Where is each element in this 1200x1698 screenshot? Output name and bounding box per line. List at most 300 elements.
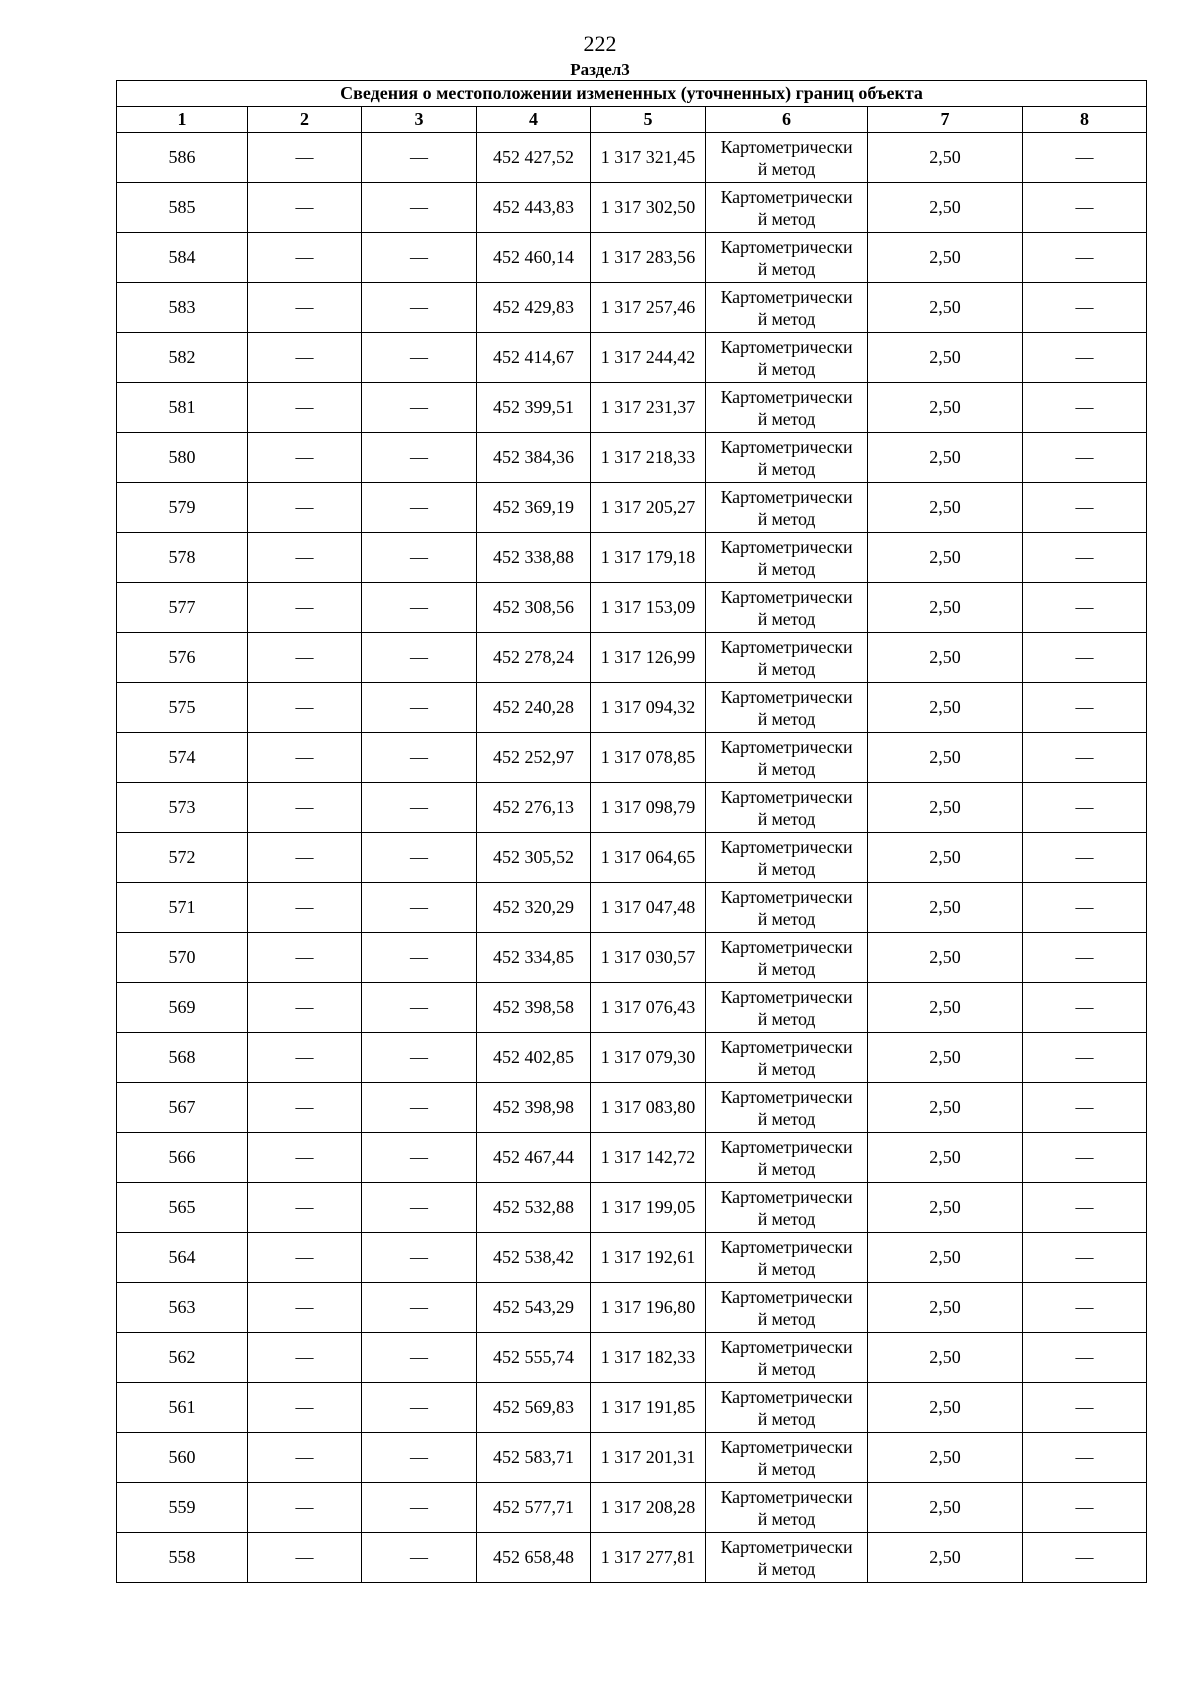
point-number-cell: 585 <box>117 183 248 233</box>
y-coordinate-cell: 1 317 083,80 <box>591 1083 706 1133</box>
column-8-cell: — <box>1023 1183 1147 1233</box>
y-coordinate-cell: 1 317 153,09 <box>591 583 706 633</box>
column-3-cell: — <box>362 933 477 983</box>
column-2-cell: — <box>248 233 362 283</box>
accuracy-cell: 2,50 <box>868 1383 1023 1433</box>
method-cell <box>706 683 868 733</box>
column-3-cell: — <box>362 983 477 1033</box>
x-coordinate-cell: 452 369,19 <box>477 483 591 533</box>
column-2-cell: — <box>248 833 362 883</box>
accuracy-cell: 2,50 <box>868 583 1023 633</box>
method-line-1: Картометрически <box>720 136 853 157</box>
column-8-cell: — <box>1023 1333 1147 1383</box>
method-cell <box>706 333 868 383</box>
column-8-cell: — <box>1023 933 1147 983</box>
point-number-cell: 569 <box>117 983 248 1033</box>
column-3-cell: — <box>362 1233 477 1283</box>
method-cell <box>706 583 868 633</box>
method-cell <box>706 1333 868 1383</box>
method-line-2: й метод <box>757 1508 816 1529</box>
column-3-cell: — <box>362 333 477 383</box>
point-number-cell: 574 <box>117 733 248 783</box>
column-2-cell: — <box>248 1383 362 1433</box>
y-coordinate-cell: 1 317 094,32 <box>591 683 706 733</box>
column-2-cell: — <box>248 1033 362 1083</box>
column-3-cell: — <box>362 133 477 183</box>
accuracy-cell: 2,50 <box>868 133 1023 183</box>
column-8-cell: — <box>1023 1233 1147 1283</box>
column-2-cell: — <box>248 1133 362 1183</box>
method-line-2: й метод <box>757 858 816 879</box>
table-row <box>117 683 1147 733</box>
table-row <box>117 1483 1147 1533</box>
column-8-cell: — <box>1023 1033 1147 1083</box>
method-cell <box>706 883 868 933</box>
column-8-cell: — <box>1023 1483 1147 1533</box>
accuracy-cell: 2,50 <box>868 633 1023 683</box>
column-8-cell: — <box>1023 1383 1147 1433</box>
method-cell <box>706 133 868 183</box>
point-number-cell: 580 <box>117 433 248 483</box>
column-8-cell: — <box>1023 1283 1147 1333</box>
column-3-cell: — <box>362 1183 477 1233</box>
column-3-cell: — <box>362 1483 477 1533</box>
method-line-2: й метод <box>757 1208 816 1229</box>
column-2-cell: — <box>248 283 362 333</box>
point-number-cell: 573 <box>117 783 248 833</box>
column-2-cell: — <box>248 883 362 933</box>
y-coordinate-cell: 1 317 179,18 <box>591 533 706 583</box>
x-coordinate-cell: 452 338,88 <box>477 533 591 583</box>
column-3-cell: — <box>362 883 477 933</box>
table-row <box>117 833 1147 883</box>
column-header: 4 <box>477 107 591 133</box>
column-8-cell: — <box>1023 483 1147 533</box>
column-3-cell: — <box>362 1533 477 1583</box>
method-line-2: й метод <box>757 1158 816 1179</box>
x-coordinate-cell: 452 658,48 <box>477 1533 591 1583</box>
method-line-2: й метод <box>757 1008 816 1029</box>
column-3-cell: — <box>362 633 477 683</box>
column-2-cell: — <box>248 433 362 483</box>
column-8-cell: — <box>1023 233 1147 283</box>
column-3-cell: — <box>362 233 477 283</box>
table-row <box>117 1083 1147 1133</box>
method-line-2: й метод <box>757 658 816 679</box>
x-coordinate-cell: 452 398,98 <box>477 1083 591 1133</box>
y-coordinate-cell: 1 317 201,31 <box>591 1433 706 1483</box>
column-8-cell: — <box>1023 1533 1147 1583</box>
method-line-1: Картометрически <box>720 1486 853 1507</box>
method-line-1: Картометрически <box>720 736 853 757</box>
method-line-2: й метод <box>757 458 816 479</box>
method-cell <box>706 783 868 833</box>
method-cell <box>706 633 868 683</box>
accuracy-cell: 2,50 <box>868 1433 1023 1483</box>
method-cell <box>706 1283 868 1333</box>
y-coordinate-cell: 1 317 047,48 <box>591 883 706 933</box>
column-2-cell: — <box>248 483 362 533</box>
method-cell <box>706 933 868 983</box>
column-2-cell: — <box>248 633 362 683</box>
table-row <box>117 1283 1147 1333</box>
table-row <box>117 1133 1147 1183</box>
method-line-2: й метод <box>757 208 816 229</box>
method-cell <box>706 1083 868 1133</box>
column-8-cell: — <box>1023 433 1147 483</box>
method-line-1: Картометрически <box>720 186 853 207</box>
y-coordinate-cell: 1 317 182,33 <box>591 1333 706 1383</box>
method-cell <box>706 1383 868 1433</box>
table-row <box>117 983 1147 1033</box>
accuracy-cell: 2,50 <box>868 1483 1023 1533</box>
method-line-1: Картометрически <box>720 1186 853 1207</box>
column-8-cell: — <box>1023 333 1147 383</box>
method-cell <box>706 983 868 1033</box>
point-number-cell: 582 <box>117 333 248 383</box>
x-coordinate-cell: 452 334,85 <box>477 933 591 983</box>
column-8-cell: — <box>1023 383 1147 433</box>
table-row <box>117 933 1147 983</box>
column-3-cell: — <box>362 483 477 533</box>
method-line-1: Картометрически <box>720 286 853 307</box>
method-line-1: Картометрически <box>720 486 853 507</box>
column-3-cell: — <box>362 383 477 433</box>
column-8-cell: — <box>1023 133 1147 183</box>
method-cell <box>706 1133 868 1183</box>
section-title: Раздел3 <box>570 60 630 79</box>
column-2-cell: — <box>248 1433 362 1483</box>
column-3-cell: — <box>362 183 477 233</box>
column-3-cell: — <box>362 583 477 633</box>
method-line-2: й метод <box>757 358 816 379</box>
table-row <box>117 333 1147 383</box>
method-line-2: й метод <box>757 1558 816 1579</box>
column-3-cell: — <box>362 1033 477 1083</box>
method-cell <box>706 233 868 283</box>
column-8-cell: — <box>1023 1083 1147 1133</box>
table-row <box>117 1033 1147 1083</box>
point-number-cell: 567 <box>117 1083 248 1133</box>
method-line-1: Картометрически <box>720 336 853 357</box>
accuracy-cell: 2,50 <box>868 983 1023 1033</box>
table-row <box>117 1383 1147 1433</box>
method-line-1: Картометрически <box>720 936 853 957</box>
table-body <box>117 133 1147 1583</box>
column-header: 8 <box>1023 107 1147 133</box>
method-line-2: й метод <box>757 258 816 279</box>
column-3-cell: — <box>362 733 477 783</box>
column-2-cell: — <box>248 1233 362 1283</box>
column-3-cell: — <box>362 1383 477 1433</box>
point-number-cell: 584 <box>117 233 248 283</box>
column-8-cell: — <box>1023 533 1147 583</box>
table-row <box>117 133 1147 183</box>
table-row <box>117 183 1147 233</box>
method-line-1: Картометрически <box>720 1536 853 1557</box>
table-row <box>117 633 1147 683</box>
point-number-cell: 576 <box>117 633 248 683</box>
point-number-cell: 578 <box>117 533 248 583</box>
point-number-cell: 562 <box>117 1333 248 1383</box>
x-coordinate-cell: 452 583,71 <box>477 1433 591 1483</box>
y-coordinate-cell: 1 317 064,65 <box>591 833 706 883</box>
column-3-cell: — <box>362 533 477 583</box>
accuracy-cell: 2,50 <box>868 233 1023 283</box>
accuracy-cell: 2,50 <box>868 333 1023 383</box>
column-2-cell: — <box>248 533 362 583</box>
x-coordinate-cell: 452 543,29 <box>477 1283 591 1333</box>
x-coordinate-cell: 452 577,71 <box>477 1483 591 1533</box>
point-number-cell: 570 <box>117 933 248 983</box>
accuracy-cell: 2,50 <box>868 933 1023 983</box>
column-3-cell: — <box>362 433 477 483</box>
column-8-cell: — <box>1023 783 1147 833</box>
method-line-2: й метод <box>757 908 816 929</box>
table-row <box>117 883 1147 933</box>
method-line-1: Картометрически <box>720 1386 853 1407</box>
accuracy-cell: 2,50 <box>868 183 1023 233</box>
y-coordinate-cell: 1 317 231,37 <box>591 383 706 433</box>
method-line-2: й метод <box>757 608 816 629</box>
x-coordinate-cell: 452 532,88 <box>477 1183 591 1233</box>
y-coordinate-cell: 1 317 098,79 <box>591 783 706 833</box>
x-coordinate-cell: 452 305,52 <box>477 833 591 883</box>
column-2-cell: — <box>248 1083 362 1133</box>
method-line-2: й метод <box>757 1408 816 1429</box>
y-coordinate-cell: 1 317 283,56 <box>591 233 706 283</box>
point-number-cell: 563 <box>117 1283 248 1333</box>
table-row <box>117 483 1147 533</box>
method-line-2: й метод <box>757 808 816 829</box>
point-number-cell: 561 <box>117 1383 248 1433</box>
method-line-2: й метод <box>757 408 816 429</box>
y-coordinate-cell: 1 317 076,43 <box>591 983 706 1033</box>
method-cell <box>706 1233 868 1283</box>
column-header: 5 <box>591 107 706 133</box>
column-8-cell: — <box>1023 983 1147 1033</box>
table-row <box>117 233 1147 283</box>
method-line-2: й метод <box>757 958 816 979</box>
column-header: 6 <box>706 107 868 133</box>
column-3-cell: — <box>362 1283 477 1333</box>
method-line-2: й метод <box>757 1058 816 1079</box>
y-coordinate-cell: 1 317 199,05 <box>591 1183 706 1233</box>
method-line-1: Картометрически <box>720 236 853 257</box>
column-8-cell: — <box>1023 1133 1147 1183</box>
y-coordinate-cell: 1 317 030,57 <box>591 933 706 983</box>
method-line-1: Картометрически <box>720 686 853 707</box>
column-3-cell: — <box>362 1433 477 1483</box>
y-coordinate-cell: 1 317 142,72 <box>591 1133 706 1183</box>
column-3-cell: — <box>362 283 477 333</box>
x-coordinate-cell: 452 399,51 <box>477 383 591 433</box>
method-line-1: Картометрически <box>720 1086 853 1107</box>
method-line-2: й метод <box>757 758 816 779</box>
column-2-cell: — <box>248 733 362 783</box>
method-line-1: Картометрически <box>720 1136 853 1157</box>
table-row <box>117 383 1147 433</box>
column-2-cell: — <box>248 783 362 833</box>
column-8-cell: — <box>1023 1433 1147 1483</box>
method-line-1: Картометрически <box>720 836 853 857</box>
x-coordinate-cell: 452 308,56 <box>477 583 591 633</box>
column-header: 2 <box>248 107 362 133</box>
table-row <box>117 283 1147 333</box>
column-2-cell: — <box>248 1483 362 1533</box>
column-2-cell: — <box>248 1283 362 1333</box>
method-line-2: й метод <box>757 558 816 579</box>
method-line-1: Картометрически <box>720 986 853 1007</box>
y-coordinate-cell: 1 317 302,50 <box>591 183 706 233</box>
accuracy-cell: 2,50 <box>868 383 1023 433</box>
point-number-cell: 575 <box>117 683 248 733</box>
y-coordinate-cell: 1 317 218,33 <box>591 433 706 483</box>
table-row <box>117 1333 1147 1383</box>
x-coordinate-cell: 452 320,29 <box>477 883 591 933</box>
column-2-cell: — <box>248 583 362 633</box>
method-line-1: Картометрически <box>720 536 853 557</box>
column-8-cell: — <box>1023 633 1147 683</box>
x-coordinate-cell: 452 427,52 <box>477 133 591 183</box>
column-2-cell: — <box>248 1333 362 1383</box>
coordinates-table <box>116 80 1147 1583</box>
x-coordinate-cell: 452 252,97 <box>477 733 591 783</box>
method-cell <box>706 483 868 533</box>
x-coordinate-cell: 452 240,28 <box>477 683 591 733</box>
method-line-2: й метод <box>757 1308 816 1329</box>
point-number-cell: 558 <box>117 1533 248 1583</box>
x-coordinate-cell: 452 278,24 <box>477 633 591 683</box>
method-line-1: Картометрически <box>720 786 853 807</box>
y-coordinate-cell: 1 317 126,99 <box>591 633 706 683</box>
table-caption-row <box>117 81 1147 107</box>
x-coordinate-cell: 452 276,13 <box>477 783 591 833</box>
method-line-2: й метод <box>757 508 816 529</box>
x-coordinate-cell: 452 443,83 <box>477 183 591 233</box>
column-3-cell: — <box>362 1333 477 1383</box>
accuracy-cell: 2,50 <box>868 1233 1023 1283</box>
accuracy-cell: 2,50 <box>868 533 1023 583</box>
column-8-cell: — <box>1023 183 1147 233</box>
method-cell <box>706 433 868 483</box>
column-8-cell: — <box>1023 583 1147 633</box>
table-row <box>117 433 1147 483</box>
method-line-1: Картометрически <box>720 1336 853 1357</box>
accuracy-cell: 2,50 <box>868 733 1023 783</box>
y-coordinate-cell: 1 317 192,61 <box>591 1233 706 1283</box>
column-2-cell: — <box>248 383 362 433</box>
point-number-cell: 565 <box>117 1183 248 1233</box>
y-coordinate-cell: 1 317 277,81 <box>591 1533 706 1583</box>
x-coordinate-cell: 452 384,36 <box>477 433 591 483</box>
point-number-cell: 572 <box>117 833 248 883</box>
method-line-1: Картометрически <box>720 636 853 657</box>
column-2-cell: — <box>248 983 362 1033</box>
accuracy-cell: 2,50 <box>868 833 1023 883</box>
column-8-cell: — <box>1023 733 1147 783</box>
column-3-cell: — <box>362 783 477 833</box>
accuracy-cell: 2,50 <box>868 1283 1023 1333</box>
method-cell <box>706 1183 868 1233</box>
method-cell <box>706 1483 868 1533</box>
method-line-2: й метод <box>757 1258 816 1279</box>
table-row <box>117 783 1147 833</box>
accuracy-cell: 2,50 <box>868 1533 1023 1583</box>
page-number: 222 <box>583 31 617 56</box>
accuracy-cell: 2,50 <box>868 1033 1023 1083</box>
y-coordinate-cell: 1 317 208,28 <box>591 1483 706 1533</box>
x-coordinate-cell: 452 429,83 <box>477 283 591 333</box>
point-number-cell: 560 <box>117 1433 248 1483</box>
point-number-cell: 568 <box>117 1033 248 1083</box>
point-number-cell: 581 <box>117 383 248 433</box>
table-header-row <box>117 107 1147 133</box>
y-coordinate-cell: 1 317 257,46 <box>591 283 706 333</box>
table-row <box>117 1233 1147 1283</box>
accuracy-cell: 2,50 <box>868 783 1023 833</box>
column-2-cell: — <box>248 133 362 183</box>
column-3-cell: — <box>362 833 477 883</box>
column-8-cell: — <box>1023 833 1147 883</box>
table-row <box>117 1183 1147 1233</box>
y-coordinate-cell: 1 317 079,30 <box>591 1033 706 1083</box>
method-cell <box>706 1533 868 1583</box>
y-coordinate-cell: 1 317 321,45 <box>591 133 706 183</box>
method-line-1: Картометрически <box>720 1286 853 1307</box>
method-line-2: й метод <box>757 1358 816 1379</box>
column-2-cell: — <box>248 1183 362 1233</box>
method-line-1: Картометрически <box>720 436 853 457</box>
method-line-2: й метод <box>757 308 816 329</box>
method-line-2: й метод <box>757 1108 816 1129</box>
method-line-1: Картометрически <box>720 886 853 907</box>
point-number-cell: 586 <box>117 133 248 183</box>
accuracy-cell: 2,50 <box>868 1333 1023 1383</box>
x-coordinate-cell: 452 460,14 <box>477 233 591 283</box>
x-coordinate-cell: 452 398,58 <box>477 983 591 1033</box>
method-line-1: Картометрически <box>720 1036 853 1057</box>
method-cell <box>706 533 868 583</box>
point-number-cell: 577 <box>117 583 248 633</box>
accuracy-cell: 2,50 <box>868 483 1023 533</box>
point-number-cell: 583 <box>117 283 248 333</box>
method-cell <box>706 1033 868 1083</box>
method-cell <box>706 733 868 783</box>
column-8-cell: — <box>1023 283 1147 333</box>
accuracy-cell: 2,50 <box>868 1183 1023 1233</box>
y-coordinate-cell: 1 317 244,42 <box>591 333 706 383</box>
accuracy-cell: 2,50 <box>868 1083 1023 1133</box>
column-2-cell: — <box>248 683 362 733</box>
x-coordinate-cell: 452 569,83 <box>477 1383 591 1433</box>
accuracy-cell: 2,50 <box>868 683 1023 733</box>
method-cell <box>706 1433 868 1483</box>
point-number-cell: 579 <box>117 483 248 533</box>
y-coordinate-cell: 1 317 078,85 <box>591 733 706 783</box>
table-row <box>117 1533 1147 1583</box>
y-coordinate-cell: 1 317 191,85 <box>591 1383 706 1433</box>
method-line-2: й метод <box>757 1458 816 1479</box>
method-line-1: Картометрически <box>720 1436 853 1457</box>
accuracy-cell: 2,50 <box>868 283 1023 333</box>
x-coordinate-cell: 452 538,42 <box>477 1233 591 1283</box>
accuracy-cell: 2,50 <box>868 883 1023 933</box>
column-2-cell: — <box>248 933 362 983</box>
column-header: 1 <box>117 107 248 133</box>
point-number-cell: 564 <box>117 1233 248 1283</box>
x-coordinate-cell: 452 414,67 <box>477 333 591 383</box>
